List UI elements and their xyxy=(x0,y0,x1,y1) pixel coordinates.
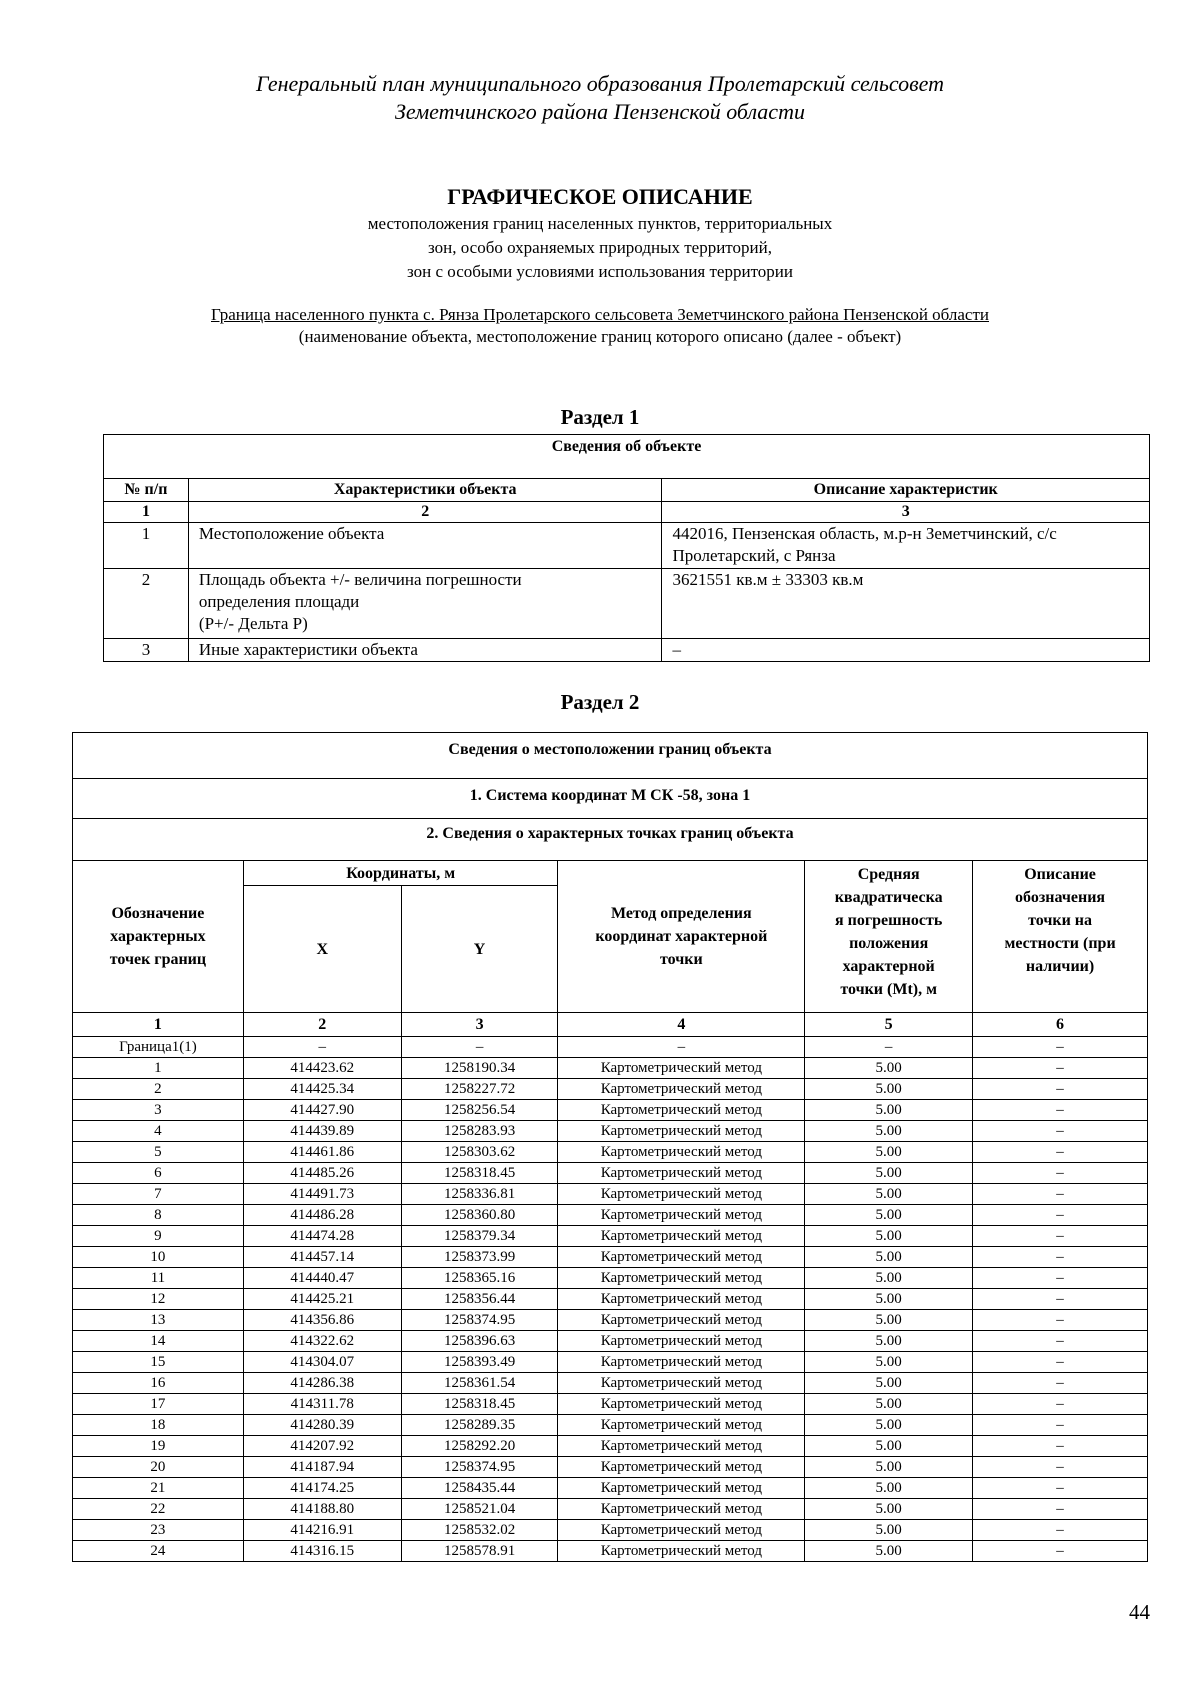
cell: – xyxy=(558,1037,805,1058)
method: Картометрический метод xyxy=(558,1457,805,1478)
table-row xyxy=(104,523,1150,569)
row-description xyxy=(662,639,1150,662)
x-coordinate: 414286.38 xyxy=(243,1373,401,1394)
place-description: – xyxy=(973,1436,1148,1457)
mean-error: 5.00 xyxy=(805,1058,973,1079)
description-line: 442016, Пензенская область, м.р-н Земетчинский, с/с xyxy=(672,524,1057,543)
table-row xyxy=(73,1352,1148,1373)
x-coordinate: 414187.94 xyxy=(243,1457,401,1478)
place-description: – xyxy=(973,1352,1148,1373)
x-coordinate: 414304.07 xyxy=(243,1352,401,1373)
method: Картометрический метод xyxy=(558,1289,805,1310)
point-number: 6 xyxy=(73,1163,244,1184)
y-coordinate: 1258190.34 xyxy=(401,1058,558,1079)
x-coordinate: 414174.25 xyxy=(243,1478,401,1499)
header-line: точек границ xyxy=(109,951,207,968)
table-row xyxy=(73,1310,1148,1331)
page-number: 44 xyxy=(1129,1600,1150,1624)
x-coordinate: 414439.89 xyxy=(243,1121,401,1142)
subtitle-line-2: зон, особо охраняемых природных территорий, xyxy=(428,238,772,257)
col-header-description: Описание характеристик xyxy=(662,479,1150,502)
characteristic-line: Иные характеристики объекта xyxy=(198,640,418,659)
y-coordinate: 1258374.95 xyxy=(401,1457,558,1478)
col-number: 5 xyxy=(805,1013,973,1037)
place-description: – xyxy=(973,1541,1148,1562)
method: Картометрический метод xyxy=(558,1373,805,1394)
cell: Граница1(1) xyxy=(73,1037,244,1058)
subtitle-line-1: местоположения границ населенных пунктов, территориальных xyxy=(367,214,833,233)
point-number: 22 xyxy=(73,1499,244,1520)
method: Картометрический метод xyxy=(558,1478,805,1499)
point-number: 10 xyxy=(73,1247,244,1268)
place-description: – xyxy=(973,1289,1148,1310)
place-description: – xyxy=(973,1478,1148,1499)
table-row xyxy=(73,1100,1148,1121)
col-header-error xyxy=(805,861,973,1013)
header-line-1: Генеральный план муниципального образования Пролетарский сельсовет xyxy=(255,71,944,96)
row-description xyxy=(662,569,1150,639)
y-coordinate: 1258289.35 xyxy=(401,1415,558,1436)
mean-error: 5.00 xyxy=(805,1226,973,1247)
y-coordinate: 1258318.45 xyxy=(401,1394,558,1415)
subtitle-line-3: зон с особыми условиями использования территории xyxy=(407,262,793,281)
row-characteristic xyxy=(188,523,662,569)
y-coordinate: 1258318.45 xyxy=(401,1163,558,1184)
mean-error: 5.00 xyxy=(805,1289,973,1310)
table-row xyxy=(73,1184,1148,1205)
x-coordinate: 414427.90 xyxy=(243,1100,401,1121)
y-coordinate: 1258435.44 xyxy=(401,1478,558,1499)
header-line: наличии) xyxy=(1025,958,1095,975)
cell: – xyxy=(401,1037,558,1058)
header-line: обозначения xyxy=(1015,889,1106,906)
header-line: точки (Mt), м xyxy=(840,981,938,998)
point-number: 20 xyxy=(73,1457,244,1478)
place-description: – xyxy=(973,1205,1148,1226)
table-row xyxy=(73,1079,1148,1100)
col-header-place-description xyxy=(973,861,1148,1013)
x-coordinate: 414425.21 xyxy=(243,1289,401,1310)
points-body xyxy=(73,1058,1148,1562)
y-coordinate: 1258521.04 xyxy=(401,1499,558,1520)
row-characteristic xyxy=(188,569,662,639)
mean-error: 5.00 xyxy=(805,1541,973,1562)
point-number: 8 xyxy=(73,1205,244,1226)
header-line: я погрешность xyxy=(835,912,943,929)
table-row xyxy=(73,1247,1148,1268)
header-line-2: Земетчинского района Пензенской области xyxy=(395,99,805,124)
place-description: – xyxy=(973,1394,1148,1415)
col-header-designation xyxy=(73,861,244,1013)
section-1-title: Раздел 1 xyxy=(560,405,640,429)
method: Картометрический метод xyxy=(558,1121,805,1142)
point-number: 18 xyxy=(73,1415,244,1436)
mean-error: 5.00 xyxy=(805,1373,973,1394)
header-line: Описание xyxy=(1024,866,1096,883)
points-title: 2. Сведения о характерных точках границ объекта xyxy=(73,819,1148,861)
x-coordinate: 414356.86 xyxy=(243,1310,401,1331)
table-row xyxy=(73,1499,1148,1520)
point-number: 21 xyxy=(73,1478,244,1499)
table-row xyxy=(73,1415,1148,1436)
place-description: – xyxy=(973,1121,1148,1142)
point-number: 16 xyxy=(73,1373,244,1394)
x-coordinate: 414474.28 xyxy=(243,1226,401,1247)
method: Картометрический метод xyxy=(558,1394,805,1415)
col-header-x: X xyxy=(243,886,401,1013)
cell: – xyxy=(973,1037,1148,1058)
header-line: Метод определения xyxy=(611,905,752,922)
point-number: 7 xyxy=(73,1184,244,1205)
mean-error: 5.00 xyxy=(805,1184,973,1205)
place-description: – xyxy=(973,1268,1148,1289)
col-number: 3 xyxy=(662,502,1150,523)
header-line: квадратическа xyxy=(834,889,943,906)
y-coordinate: 1258374.95 xyxy=(401,1310,558,1331)
y-coordinate: 1258361.54 xyxy=(401,1373,558,1394)
table-row xyxy=(73,1121,1148,1142)
table-row xyxy=(73,1226,1148,1247)
boundary-points-table xyxy=(72,732,1148,1562)
table-row xyxy=(73,1331,1148,1352)
mean-error: 5.00 xyxy=(805,1121,973,1142)
point-number: 12 xyxy=(73,1289,244,1310)
x-coordinate: 414188.80 xyxy=(243,1499,401,1520)
col-header-characteristics: Характеристики объекта xyxy=(188,479,662,502)
row-characteristic xyxy=(188,639,662,662)
mean-error: 5.00 xyxy=(805,1415,973,1436)
mean-error: 5.00 xyxy=(805,1310,973,1331)
x-coordinate: 414280.39 xyxy=(243,1415,401,1436)
point-number: 14 xyxy=(73,1331,244,1352)
point-number: 15 xyxy=(73,1352,244,1373)
mean-error: 5.00 xyxy=(805,1520,973,1541)
mean-error: 5.00 xyxy=(805,1457,973,1478)
x-coordinate: 414440.47 xyxy=(243,1268,401,1289)
header-line: местности (при xyxy=(1004,935,1116,952)
table-row xyxy=(73,1520,1148,1541)
coordinate-system: 1. Система координат М СК -58, зона 1 xyxy=(73,779,1148,819)
place-description: – xyxy=(973,1499,1148,1520)
mean-error: 5.00 xyxy=(805,1499,973,1520)
header-line: характерных xyxy=(110,928,206,945)
col-number: 2 xyxy=(243,1013,401,1037)
y-coordinate: 1258578.91 xyxy=(401,1541,558,1562)
point-number: 24 xyxy=(73,1541,244,1562)
object-block xyxy=(0,304,1200,348)
characteristic-line: Площадь объекта +/- величина погрешности xyxy=(198,570,522,589)
point-number: 11 xyxy=(73,1268,244,1289)
place-description: – xyxy=(973,1226,1148,1247)
mean-error: 5.00 xyxy=(805,1394,973,1415)
object-name: Граница населенного пункта с. Рянза Пролетарского сельсовета Земетчинского района Пензенской области xyxy=(211,305,989,324)
point-number: 5 xyxy=(73,1142,244,1163)
description-line: 3621551 кв.м ± 33303 кв.м xyxy=(672,570,864,589)
header-line: положения xyxy=(849,935,929,952)
y-coordinate: 1258256.54 xyxy=(401,1100,558,1121)
mean-error: 5.00 xyxy=(805,1163,973,1184)
table-row xyxy=(73,1058,1148,1079)
y-coordinate: 1258336.81 xyxy=(401,1184,558,1205)
col-number: 3 xyxy=(401,1013,558,1037)
place-description: – xyxy=(973,1100,1148,1121)
page-title: ГРАФИЧЕСКОЕ ОПИСАНИЕ xyxy=(447,184,753,209)
table-row xyxy=(73,1163,1148,1184)
table-title: Сведения о местоположении границ объекта xyxy=(73,733,1148,779)
description-line: Пролетарский, с Рянза xyxy=(672,546,836,565)
header-line: характерной xyxy=(842,958,935,975)
place-description: – xyxy=(973,1184,1148,1205)
mean-error: 5.00 xyxy=(805,1079,973,1100)
characteristic-line: Местоположение объекта xyxy=(198,524,385,543)
table-row xyxy=(104,569,1150,639)
y-coordinate: 1258303.62 xyxy=(401,1142,558,1163)
method: Картометрический метод xyxy=(558,1310,805,1331)
y-coordinate: 1258393.49 xyxy=(401,1352,558,1373)
col-header-coordinates: Координаты, м xyxy=(243,861,558,886)
characteristic-line: определения площади xyxy=(198,592,360,611)
place-description: – xyxy=(973,1163,1148,1184)
col-header-method xyxy=(558,861,805,1013)
document-header xyxy=(0,70,1200,126)
col-header-y: Y xyxy=(401,886,558,1013)
place-description: – xyxy=(973,1457,1148,1478)
method: Картометрический метод xyxy=(558,1268,805,1289)
method: Картометрический метод xyxy=(558,1205,805,1226)
table-row xyxy=(73,1289,1148,1310)
row-description xyxy=(662,523,1150,569)
cell: – xyxy=(805,1037,973,1058)
place-description: – xyxy=(973,1331,1148,1352)
row-number: 2 xyxy=(104,569,189,639)
x-coordinate: 414461.86 xyxy=(243,1142,401,1163)
method: Картометрический метод xyxy=(558,1331,805,1352)
x-coordinate: 414316.15 xyxy=(243,1541,401,1562)
method: Картометрический метод xyxy=(558,1100,805,1121)
cell: – xyxy=(243,1037,401,1058)
x-coordinate: 414322.62 xyxy=(243,1331,401,1352)
x-coordinate: 414457.14 xyxy=(243,1247,401,1268)
col-header-number: № п/п xyxy=(104,479,189,502)
table-row xyxy=(73,1268,1148,1289)
y-coordinate: 1258365.16 xyxy=(401,1268,558,1289)
object-info-table xyxy=(103,434,1150,662)
method: Картометрический метод xyxy=(558,1226,805,1247)
header-line: координат характерной xyxy=(595,928,768,945)
table-row xyxy=(73,1373,1148,1394)
table-row xyxy=(73,1457,1148,1478)
col-number: 1 xyxy=(104,502,189,523)
y-coordinate: 1258283.93 xyxy=(401,1121,558,1142)
method: Картометрический метод xyxy=(558,1142,805,1163)
mean-error: 5.00 xyxy=(805,1205,973,1226)
y-coordinate: 1258292.20 xyxy=(401,1436,558,1457)
table-row xyxy=(73,1142,1148,1163)
method: Картометрический метод xyxy=(558,1499,805,1520)
place-description: – xyxy=(973,1310,1148,1331)
y-coordinate: 1258373.99 xyxy=(401,1247,558,1268)
point-number: 23 xyxy=(73,1520,244,1541)
section-2-title: Раздел 2 xyxy=(560,690,640,714)
table-title: Сведения об объекте xyxy=(104,435,1150,479)
table-row xyxy=(73,1436,1148,1457)
x-coordinate: 414491.73 xyxy=(243,1184,401,1205)
point-number: 3 xyxy=(73,1100,244,1121)
method: Картометрический метод xyxy=(558,1415,805,1436)
point-number: 19 xyxy=(73,1436,244,1457)
y-coordinate: 1258360.80 xyxy=(401,1205,558,1226)
mean-error: 5.00 xyxy=(805,1352,973,1373)
place-description: – xyxy=(973,1079,1148,1100)
row-number: 1 xyxy=(104,523,189,569)
method: Картометрический метод xyxy=(558,1520,805,1541)
table-row xyxy=(73,1478,1148,1499)
method: Картометрический метод xyxy=(558,1058,805,1079)
point-number: 1 xyxy=(73,1058,244,1079)
point-number: 4 xyxy=(73,1121,244,1142)
table-row xyxy=(73,1205,1148,1226)
description-line: – xyxy=(672,640,681,659)
col-number: 2 xyxy=(188,502,662,523)
x-coordinate: 414216.91 xyxy=(243,1520,401,1541)
y-coordinate: 1258356.44 xyxy=(401,1289,558,1310)
method: Картометрический метод xyxy=(558,1184,805,1205)
method: Картометрический метод xyxy=(558,1352,805,1373)
mean-error: 5.00 xyxy=(805,1268,973,1289)
y-coordinate: 1258532.02 xyxy=(401,1520,558,1541)
mean-error: 5.00 xyxy=(805,1247,973,1268)
mean-error: 5.00 xyxy=(805,1100,973,1121)
x-coordinate: 414425.34 xyxy=(243,1079,401,1100)
characteristic-line: (P+/- Дельта P) xyxy=(198,614,308,633)
header-line: Обозначение xyxy=(111,905,205,922)
mean-error: 5.00 xyxy=(805,1331,973,1352)
mean-error: 5.00 xyxy=(805,1436,973,1457)
method: Картометрический метод xyxy=(558,1247,805,1268)
point-number: 2 xyxy=(73,1079,244,1100)
x-coordinate: 414423.62 xyxy=(243,1058,401,1079)
place-description: – xyxy=(973,1058,1148,1079)
point-number: 13 xyxy=(73,1310,244,1331)
place-description: – xyxy=(973,1142,1148,1163)
y-coordinate: 1258379.34 xyxy=(401,1226,558,1247)
place-description: – xyxy=(973,1520,1148,1541)
object-caption: (наименование объекта, местоположение границ которого описано (далее - объект) xyxy=(298,327,902,346)
method: Картометрический метод xyxy=(558,1541,805,1562)
point-number: 17 xyxy=(73,1394,244,1415)
table-row xyxy=(73,1541,1148,1562)
table-row xyxy=(73,1394,1148,1415)
x-coordinate: 414207.92 xyxy=(243,1436,401,1457)
boundary-row xyxy=(73,1037,1148,1058)
method: Картометрический метод xyxy=(558,1079,805,1100)
y-coordinate: 1258396.63 xyxy=(401,1331,558,1352)
col-number: 1 xyxy=(73,1013,244,1037)
header-line: Средняя xyxy=(857,866,920,883)
point-number: 9 xyxy=(73,1226,244,1247)
subtitle xyxy=(0,212,1200,284)
header-line: точки xyxy=(660,951,703,968)
col-number: 4 xyxy=(558,1013,805,1037)
header-line: точки на xyxy=(1028,912,1093,929)
place-description: – xyxy=(973,1247,1148,1268)
place-description: – xyxy=(973,1373,1148,1394)
place-description: – xyxy=(973,1415,1148,1436)
x-coordinate: 414486.28 xyxy=(243,1205,401,1226)
x-coordinate: 414311.78 xyxy=(243,1394,401,1415)
method: Картометрический метод xyxy=(558,1436,805,1457)
col-number: 6 xyxy=(973,1013,1148,1037)
x-coordinate: 414485.26 xyxy=(243,1163,401,1184)
mean-error: 5.00 xyxy=(805,1478,973,1499)
method: Картометрический метод xyxy=(558,1163,805,1184)
table-row xyxy=(104,639,1150,662)
mean-error: 5.00 xyxy=(805,1142,973,1163)
y-coordinate: 1258227.72 xyxy=(401,1079,558,1100)
row-number: 3 xyxy=(104,639,189,662)
